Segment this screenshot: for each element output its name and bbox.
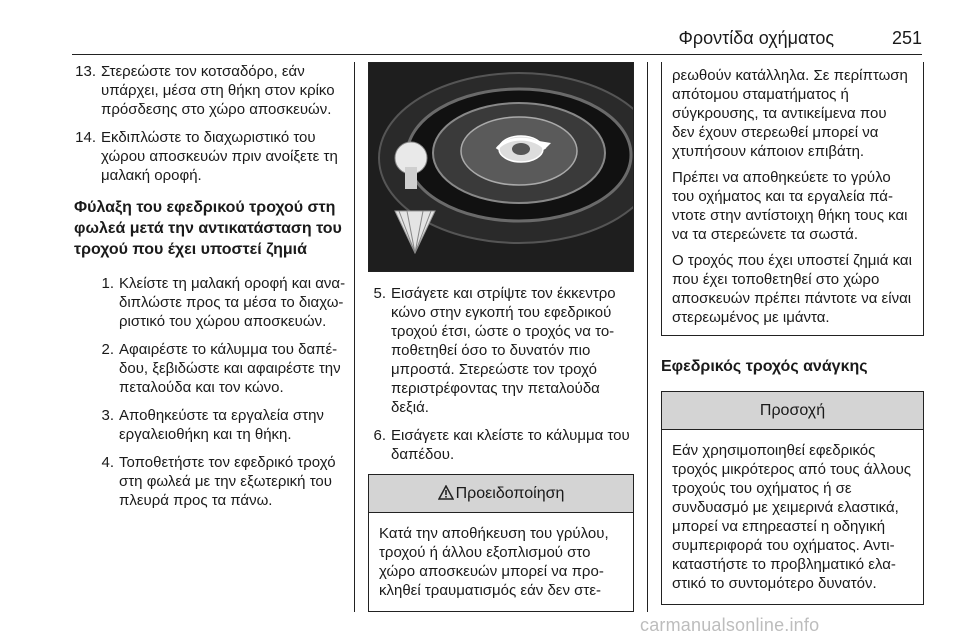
column-divider-2 — [647, 62, 648, 612]
warning-box-continued — [661, 62, 924, 336]
warning-continued-text: ρεωθούν κατάλληλα. Σε περίπτωση απότομου σταματήματος ή σύγκρουσης, τα αντικείμενα που δεν έχουν στερεωθεί μπορεί να χτυπήσουν κάποιον επιβάτη. — [672, 67, 908, 160]
list-item: 4. Τοποθετήστε τον εφεδρικό τροχό στη φωλεά με την εξωτερική του πλευρά προς τα πάνω. — [101, 454, 336, 509]
caution-box — [661, 391, 924, 605]
list-item: 5. Εισάγετε και στρίψτε τον έκκεντρο κώνο στην εγκοπή του εφεδρικού τροχού έτσι, ώστε ο τροχός να τοποθετηθεί όσο το δυνατόν πιο μπροστά. Στερεώστε τον τροχό περιστρέφοντας την πεταλούδα δεξιά. — [373, 285, 616, 416]
warning-box — [368, 474, 634, 612]
page-header — [0, 0, 960, 58]
list-item: 2. Αφαιρέστε το κάλυμμα του δαπέδου, ξεβιδώστε και αφαιρέστε την πεταλούδα και τον κώνο. — [101, 341, 341, 396]
section-heading: Φύλαξη του εφεδρικού τροχού στη φωλεά μετά την αντικατάσταση του τροχού που έχει υποστεί ζημιά — [74, 199, 342, 258]
steps-list — [74, 274, 346, 510]
warning-body: Κατά την αποθήκευση του γρύλου, τροχού ή άλλου εξοπλισμού στο χώρο αποσκευών μπορεί να προκληθεί τραυματισμός εάν δεν στε- — [379, 525, 609, 599]
caution-title: Προσοχή — [662, 392, 923, 430]
column-2 — [368, 62, 634, 612]
section-title: Φροντίδα οχήματος — [678, 28, 834, 48]
watermark: carmanualsonline.info — [640, 615, 820, 635]
list-item: 1. Κλείστε τη μαλακή οροφή και αναδιπλώστε προς τα μέσα το διαχωριστικό του χώρου αποσκευών. — [101, 275, 346, 330]
section-heading: Εφεδρικός τροχός ανάγκης — [661, 358, 868, 375]
list-item: 3. Αποθηκεύστε τα εργαλεία στην εργαλειοθήκη και τη θήκη. — [101, 407, 324, 443]
column-3 — [661, 62, 924, 605]
spare-wheel-illustration — [368, 62, 634, 272]
caution-body: Εάν χρησιμοποιηθεί εφεδρικός τροχός μικρότερος από τους άλλους τροχούς του οχήματος ή σε συνδυασμό με χειμερινά ελαστικά, μπορεί να επηρεαστεί η οδηγική συμπεριφορά του οχήματος. Αντικαταστήστε το προβληματικό ελαστικό το συντομότερο δυνατόν. — [672, 442, 912, 592]
column-divider-1 — [354, 62, 355, 612]
list-item: 6. Εισάγετε και κλείστε το κάλυμμα του δαπέδου. — [373, 427, 630, 463]
warning-paragraph: Ο τροχός που έχει υποστεί ζημιά και που έχει τοποθετηθεί στο χώρο αποσκευών πρέπει πάντοτε να είναι στερεωμένος με ιμάντα. — [672, 252, 912, 326]
warning-title: Προειδοποίηση — [455, 485, 565, 502]
warning-triangle-icon — [438, 485, 454, 500]
warning-paragraph: Πρέπει να αποθηκεύετε το γρύλο του οχήματος και τα εργαλεία πάντοτε στην αντίστοιχη θήκη τους και να τα στερεώνετε τα σωστά. — [672, 169, 908, 243]
list-item: 14. Εκδιπλώστε το διαχωριστικό του χώρου αποσκευών πριν ανοίξετε τη μαλακή οροφή. — [75, 129, 338, 184]
list-item: 13. Στερεώστε τον κοτσαδόρο, εάν υπάρχει, μέσα στη θήκη στον κρίκο πρόσδεσης στο χώρο αποσκευών. — [75, 63, 335, 118]
warning-header — [369, 475, 633, 513]
page-number: 251 — [891, 28, 922, 48]
spare-wheel-drawing — [369, 63, 633, 271]
header-rule — [72, 54, 922, 55]
column-1 — [74, 62, 346, 519]
